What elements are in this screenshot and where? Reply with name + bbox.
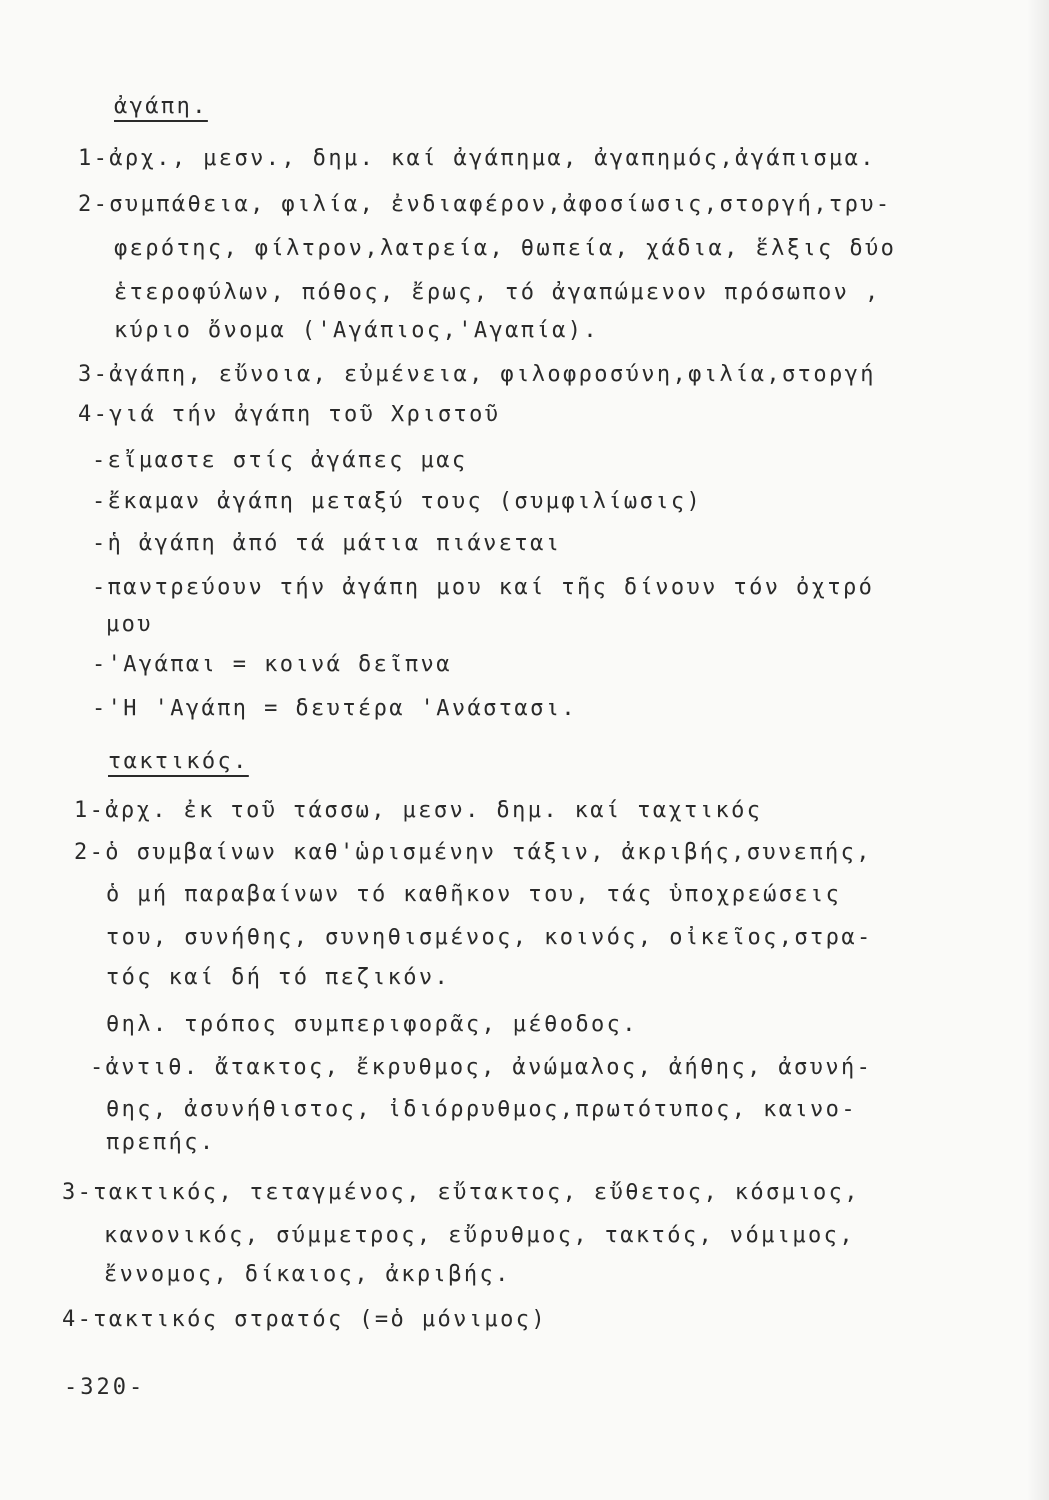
entry-line: κύριο ὄνομα ('Αγάπιος,'Αγαπία). [114,318,599,343]
entry-line: 3-ἀγάπη, εὔνοια, εὐμένεια, φιλοφροσύνη,φιλία,στοργή [78,362,876,387]
entry-line: τός καί δή τό πεζικόν. [106,965,451,990]
entry-line: -'Αγάπαι = κοινά δεῖπνα [92,652,452,677]
entry-line: 1-ἀρχ., μεσν., δημ. καί ἀγάπημα, ἀγαπημός,ἀγάπισμα. [78,146,876,171]
entry-heading-agape: ἀγάπη. [114,94,208,119]
entry-line: -παντρεύουν τήν ἀγάπη μου καί τῆς δίνουν τόν ὀχτρό [92,575,875,600]
entry-line: κανονικός, σύμμετρος, εὔρυθμος, τακτός, νόμιμος, [104,1223,855,1248]
entry-line: 2-ὁ συμβαίνων καθ'ὡρισμένην τάξιν, ἀκριβής,συνεπής, [74,840,872,865]
entry-line: 4-γιά τήν ἀγάπη τοῦ Χριστοῦ [78,402,501,427]
entry-line: ἔννομος, δίκαιος, ἀκριβής. [104,1262,511,1287]
entry-line: 3-τακτικός, τεταγμένος, εὔτακτος, εὔθετος, κόσμιος, [62,1180,860,1205]
entry-line: πρεπής. [106,1130,216,1155]
entry-line: -ἀντιθ. ἄτακτος, ἔκρυθμος, ἀνώμαλος, ἀήθης, ἀσυνή- [90,1055,873,1080]
entry-line: -ἔκαμαν ἀγάπη μεταξύ τους (συμφιλίωσις) [92,489,703,514]
entry-line: 1-ἀρχ. ἐκ τοῦ τάσσω, μεσν. δημ. καί ταχτικός [74,798,763,823]
entry-line: 4-τακτικός στρατός (=ὁ μόνιμος) [62,1307,547,1332]
entry-line: 2-συμπάθεια, φιλία, ἐνδιαφέρον,ἀφοσίωσις,στοργή,τρυ- [78,192,892,217]
entry-line: θης, ἀσυνήθιστος, ἰδιόρρυθμος,πρωτότυπος, καινο- [106,1097,857,1122]
entry-line: -'Η 'Αγάπη = δευτέρα 'Ανάστασι. [92,696,577,721]
entry-line: ἑτεροφύλων, πόθος, ἔρως, τό ἀγαπώμενον πρόσωπον , [114,280,881,305]
entry-heading-taktikos: τακτικός. [108,749,249,774]
page-edge-shadow [1027,0,1049,1500]
page-number: -320- [64,1375,146,1400]
entry-line: -ἡ ἀγάπη ἀπό τά μάτια πιάνεται [92,531,562,556]
entry-line: -εἴμαστε στίς ἀγάπες μας [92,448,468,473]
entry-line: μου [106,612,153,637]
entry-line: φερότης, φίλτρον,λατρεία, θωπεία, χάδια, ἕλξις δύο [114,236,897,261]
entry-line: θηλ. τρόπος συμπεριφορᾶς, μέθοδος. [106,1012,638,1037]
entry-line: του, συνήθης, συνηθισμένος, κοινός, οἰκεῖος,στρα- [106,925,873,950]
entry-line: ὁ μή παραβαίνων τό καθῆκον του, τάς ὑποχρεώσεις [106,882,842,907]
